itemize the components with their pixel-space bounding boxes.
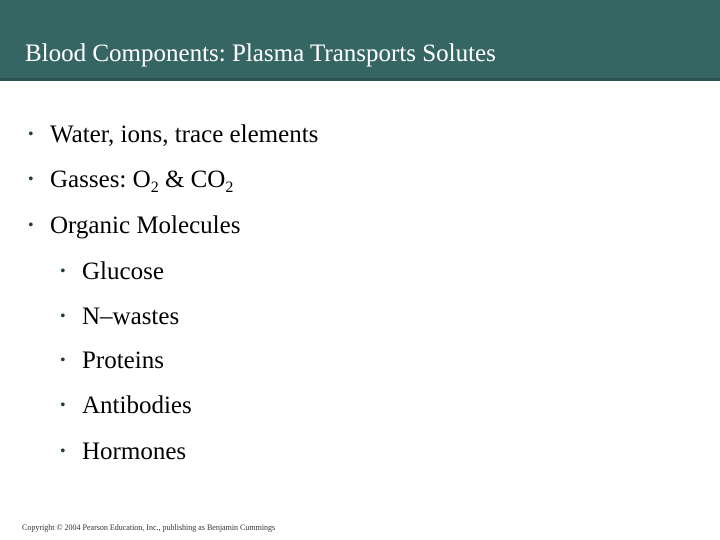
sub-bullet-text: Hormones bbox=[82, 438, 187, 465]
sub-bullet-item bbox=[60, 302, 180, 332]
bullet-text-gasses: Gasses: O bbox=[50, 166, 151, 193]
bullet-item bbox=[28, 211, 241, 241]
bullet-text: Water, ions, trace elements bbox=[50, 121, 319, 148]
bullet-dot-icon: • bbox=[28, 171, 34, 188]
sub-bullet-item bbox=[60, 257, 164, 287]
sub-bullet-text: Proteins bbox=[82, 347, 164, 374]
bullet-dot-icon: • bbox=[60, 397, 66, 414]
sub-bullet-item bbox=[60, 437, 187, 467]
bullet-text-gasses-middle: & CO bbox=[158, 166, 226, 193]
bullet-dot-icon: • bbox=[60, 443, 66, 460]
sub-bullet-text: Antibodies bbox=[82, 392, 192, 419]
bullet-dot-icon: • bbox=[60, 263, 66, 280]
bullet-dot-icon: • bbox=[28, 126, 34, 143]
sub-bullet-text: N–wastes bbox=[82, 303, 180, 330]
slide-title: Blood Components: Plasma Transports Solutes bbox=[25, 40, 496, 67]
bullet-item bbox=[28, 165, 234, 196]
bullet-dot-icon: • bbox=[60, 352, 66, 369]
subscript: 2 bbox=[150, 179, 159, 196]
bullet-dot-icon: • bbox=[28, 217, 34, 234]
sub-bullet-text: Glucose bbox=[82, 258, 164, 285]
bullet-dot-icon: • bbox=[60, 308, 66, 325]
bullet-text: Organic Molecules bbox=[50, 212, 241, 239]
copyright-footer: Copyright © 2004 Pearson Education, Inc., publishing as Benjamin Cummings bbox=[22, 523, 276, 532]
sub-bullet-item bbox=[60, 391, 192, 421]
bullet-item bbox=[28, 120, 319, 150]
sub-bullet-item bbox=[60, 346, 164, 376]
subscript: 2 bbox=[225, 179, 234, 196]
